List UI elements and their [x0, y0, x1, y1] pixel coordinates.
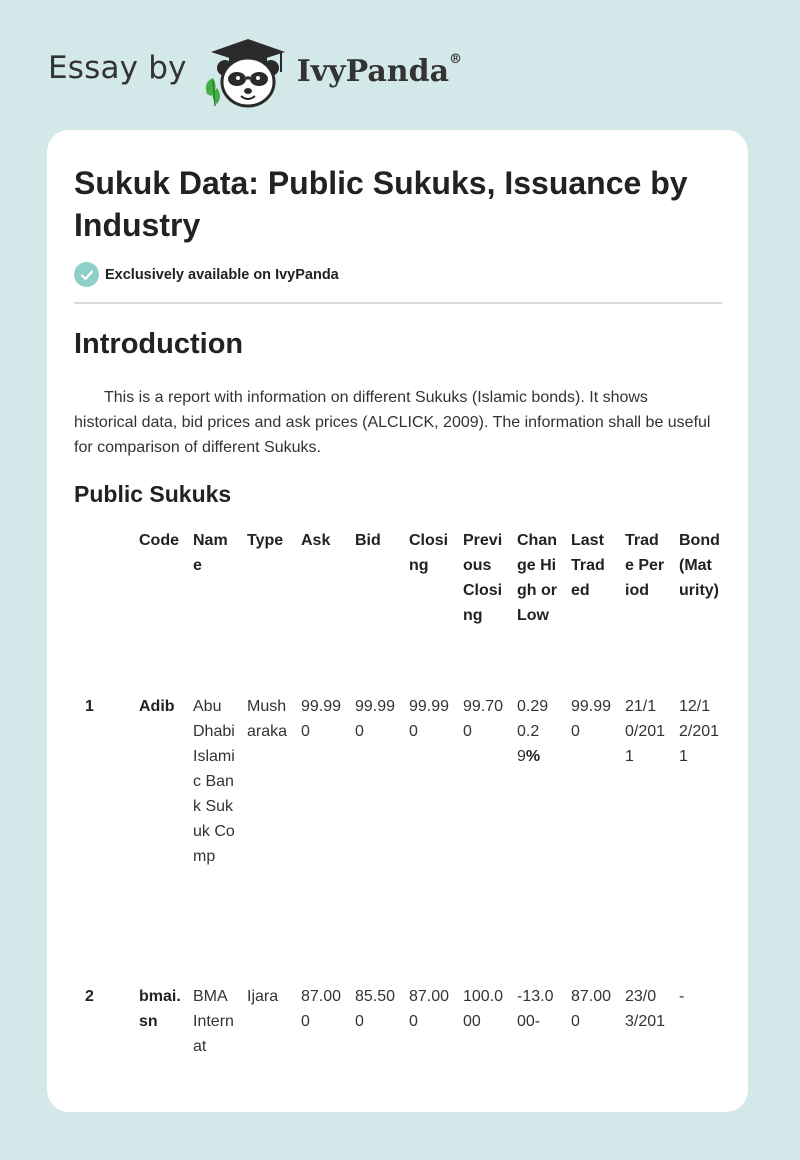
- section-heading-introduction: Introduction: [74, 328, 244, 360]
- cell-previous-closing: 99.700: [463, 698, 504, 740]
- cell-closing: 87.000: [409, 988, 450, 1030]
- col-header-closing: Closing: [409, 532, 449, 574]
- divider: [74, 302, 722, 304]
- cell-bid: 99.990: [355, 698, 396, 740]
- cell-change: 0.290.29%: [517, 698, 549, 765]
- col-header-code: Code: [139, 532, 179, 549]
- cell-type: Musharaka: [247, 698, 288, 740]
- badge-label: Exclusively available on IvyPanda: [105, 266, 339, 283]
- panda-mascot-icon: [201, 36, 293, 108]
- cell-ask: 99.990: [301, 698, 342, 740]
- col-header-bid: Bid: [355, 532, 381, 549]
- cell-last-traded: 87.000: [571, 988, 612, 1030]
- cell-bond-maturity: -: [679, 988, 685, 1005]
- brand-prefix: Essay by: [48, 50, 187, 86]
- cell-change-percent: %: [525, 748, 541, 765]
- col-header-last-traded: Last Traded: [571, 532, 605, 599]
- cell-bond-maturity: 12/12/2011: [679, 698, 720, 765]
- exclusive-badge: [74, 262, 339, 287]
- cell-change: -13.000-: [517, 988, 554, 1030]
- cell-last-traded: 99.990: [571, 698, 612, 740]
- col-header-type: Type: [247, 532, 284, 549]
- col-header-trade-period: Trade Period: [625, 532, 665, 599]
- cell-ask: 87.000: [301, 988, 342, 1030]
- check-icon: [74, 262, 99, 287]
- section-heading-public-sukuks: Public Sukuks: [74, 481, 232, 507]
- cell-trade-period: 21/10/2011: [625, 698, 666, 765]
- col-header-previous-closing: Previous Closing: [463, 532, 503, 624]
- cell-name: BMA Internat: [193, 988, 234, 1055]
- row-number: 1: [85, 698, 94, 715]
- intro-paragraph: This is a report with information on different Sukuks (Islamic bonds). It shows historical data, bid prices and ask prices (ALCLICK, 2009). The information shall be useful for comparison of different Sukuks.: [74, 389, 711, 456]
- cell-previous-closing: 100.000: [463, 988, 504, 1030]
- page-title: Sukuk Data: Public Sukuks, Issuance by Industry: [74, 165, 688, 243]
- document-card: [47, 130, 748, 1112]
- row-number: 2: [85, 988, 94, 1005]
- brand-logo[interactable]: [48, 36, 462, 108]
- col-header-change: Change High or Low: [517, 532, 557, 624]
- col-header-name: Name: [193, 532, 228, 574]
- cell-code: Adib: [139, 698, 175, 715]
- cell-type: Ijara: [247, 988, 279, 1005]
- col-header-ask: Ask: [301, 532, 331, 549]
- cell-closing: 99.990: [409, 698, 450, 740]
- cell-bid: 85.500: [355, 988, 396, 1030]
- brand-name: IvyPanda®: [296, 51, 463, 89]
- cell-trade-period: 23/03/201: [625, 988, 666, 1030]
- cell-name: Abu Dhabi Islamic Bank Sukuk Comp: [193, 698, 235, 865]
- col-header-bond-maturity: Bond (Maturity): [679, 532, 720, 599]
- cell-code: bmai.sn: [139, 988, 181, 1030]
